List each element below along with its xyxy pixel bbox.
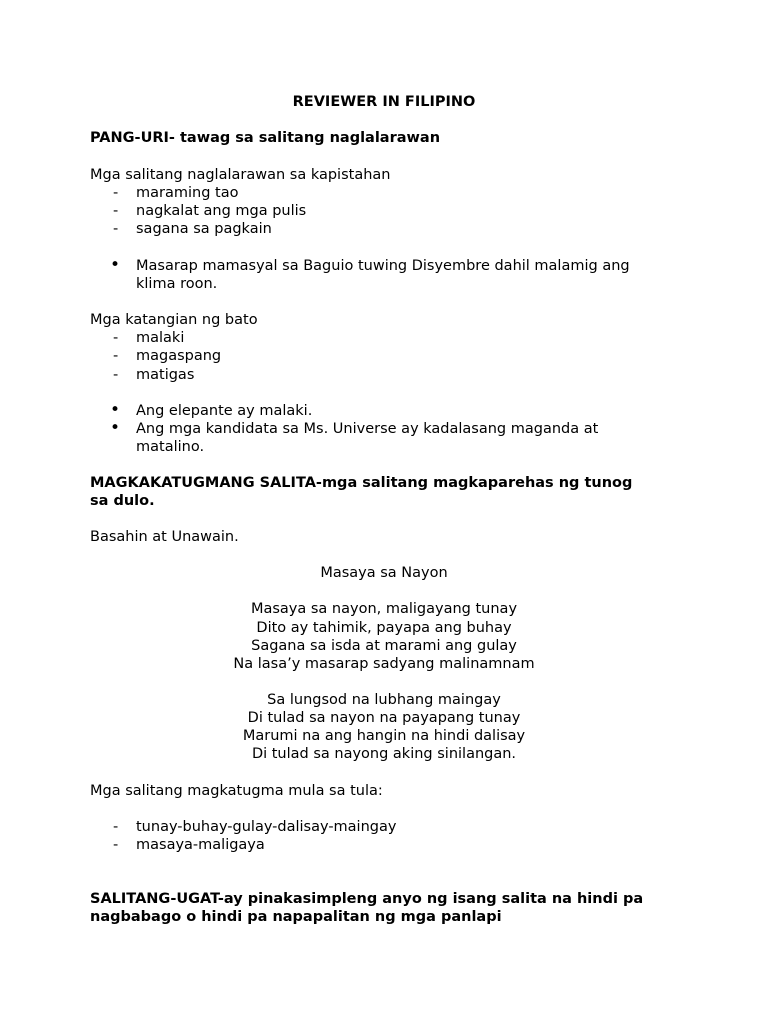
salitang-ugat-heading-cont: nagbabago o hindi pa napapalitan ng mga panlapi [90,909,502,925]
poem-line: Di tulad sa nayon na payapang tunay [247,710,521,726]
dash-marker: - [113,837,119,853]
dash-marker: - [113,348,119,364]
example-sentence: Ang mga kandidata sa Ms. Universe ay kadalasang maganda at [136,421,599,437]
magkakatugma-heading-cont: sa dulo. [90,493,155,509]
dash-marker: - [113,819,119,835]
rhyme-intro: Mga salitang magkatugma mula sa tula: [90,783,383,799]
bullet-marker: • [110,400,121,420]
dash-marker: - [113,203,119,219]
dash-marker: - [113,330,119,346]
dash-marker: - [113,367,119,383]
dash-marker: - [113,185,119,201]
poem-line: Masaya sa nayon, maligayang tunay [250,601,518,617]
document-title: REVIEWER IN FILIPINO [292,94,476,110]
list-item: sagana sa pagkain [136,221,272,237]
example-sentence: Ang elepante ay malaki. [136,403,313,419]
example-sentence-cont: klima roon. [136,276,218,292]
poem-line: Marumi na ang hangin na hindi dalisay [242,728,526,744]
pang-uri-heading: PANG-URI- tawag sa salitang naglalarawan [90,130,441,146]
list-item: maraming tao [136,185,239,201]
list-item: nagkalat ang mga pulis [136,203,307,219]
list-item: matigas [136,367,195,383]
list-item: malaki [136,330,185,346]
list-item: tunay-buhay-gulay-dalisay-maingay [136,819,397,835]
poem-line: Dito ay tahimik, payapa ang buhay [256,620,512,636]
list-item: magaspang [136,348,222,364]
dash-marker: - [113,221,119,237]
magkakatugma-heading: MAGKAKATUGMANG SALITA-mga salitang magkaparehas ng tunog [90,475,633,491]
poem-title: Masaya sa Nayon [320,565,448,581]
bullet-marker: • [110,418,121,438]
poem-line: Sagana sa isda at marami ang gulay [251,638,517,654]
bullet-marker: • [110,255,121,275]
poem-line: Sa lungsod na lubhang maingay [267,692,501,708]
salitang-ugat-heading: SALITANG-UGAT-ay pinakasimpleng anyo ng isang salita na hindi pa [90,891,644,907]
poem-line: Di tulad sa nayong aking sinilangan. [251,746,517,762]
group1-intro: Mga salitang naglalarawan sa kapistahan [90,167,391,183]
example-sentence: Masarap mamasyal sa Baguio tuwing Disyembre dahil malamig ang [136,258,630,274]
example-sentence-cont: matalino. [136,439,205,455]
instruction-text: Basahin at Unawain. [90,529,239,545]
list-item: masaya-maligaya [136,837,265,853]
group2-intro: Mga katangian ng bato [90,312,258,328]
poem-line: Na lasa’y masarap sadyang malinamnam [233,656,535,672]
